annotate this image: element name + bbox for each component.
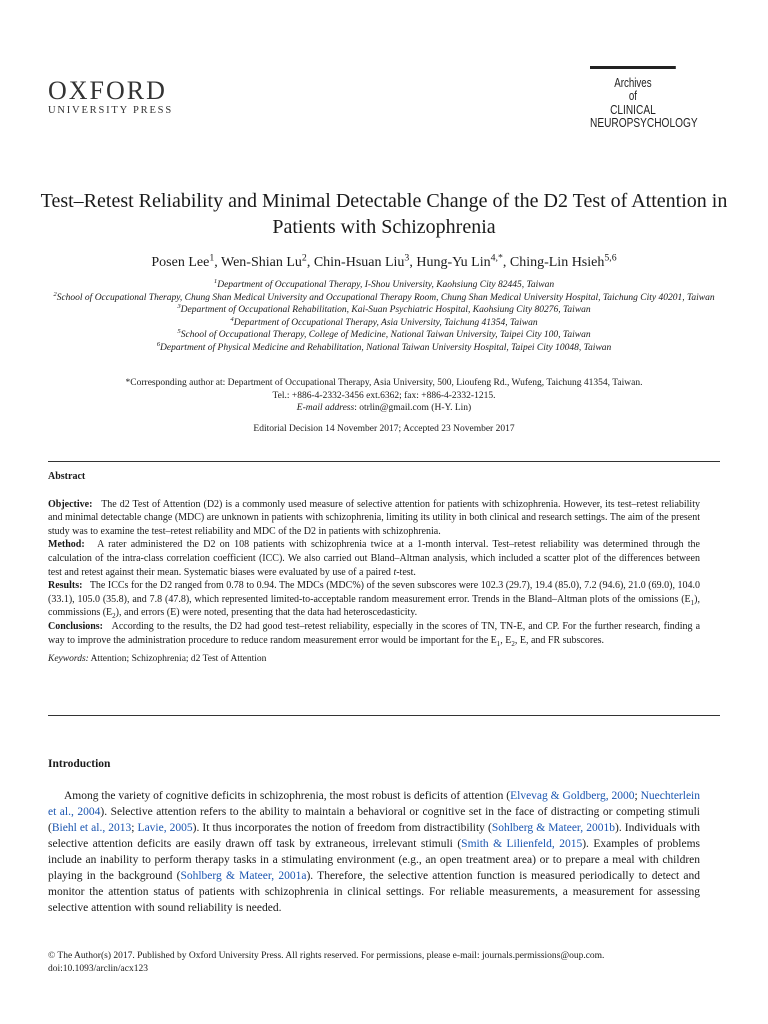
abstract-heading: Abstract [48, 471, 86, 482]
subscript: 1 [496, 639, 501, 648]
section-text: A rater administered the D2 on 108 patients with schizophrenia twice at a 1-month interval. Test–retest reliability was determined through the calculation of the intra-class correlation coefficient (ICC). We also carried out Bland–Altman analysis, which included a scatter plot of the differences between test and retest against their mean. Systematic biases were evaluated by use of a paired [48, 539, 700, 578]
affiliation-text: Department of Occupational Rehabilitation, Kai-Suan Psychiatric Hospital, Kaohsiung City 80276, Taiwan [180, 305, 591, 315]
citation-link[interactable]: Biehl et al., 2013 [51, 822, 132, 834]
editorial-decision: Editorial Decision 14 November 2017; Accepted 23 November 2017 [253, 424, 515, 434]
section-label: Results: [48, 580, 83, 592]
author-list [40, 254, 728, 272]
correspondence-email [48, 402, 720, 415]
paragraph-text: Among the variety of cognitive deficits in schizophrenia, the most robust is deficits of attention ( [64, 790, 511, 802]
citation-link[interactable]: Elvevag & Goldberg, 2000 [510, 790, 635, 802]
section-text: ), commissions (E [48, 593, 700, 619]
correspondence-address: *Corresponding author at: Department of Occupational Therapy, Asia University, 500, Lioufeng Rd., Wufeng, Taichung 41354, Taiwan. [125, 378, 643, 388]
section-label: Method: [48, 539, 85, 551]
journal-line: CLINICAL [610, 102, 656, 117]
affiliation-number: 4 [230, 315, 234, 323]
abstract-conclusions [48, 620, 700, 647]
divider [48, 715, 720, 716]
publisher-subtitle: UNIVERSITY PRESS [48, 105, 173, 116]
affiliations [48, 279, 720, 354]
subscript: 1 [690, 598, 695, 607]
subscript: 2 [511, 639, 515, 648]
publisher-name: OXFORD [48, 76, 167, 105]
author-name: Wen-Shian Lu [220, 255, 302, 270]
affiliation [48, 329, 720, 342]
paragraph-text: ). Individuals with selective attention deficits are easily drawn off task by extraneous, irrelevant stimuli ( [48, 822, 701, 850]
introduction-paragraph [48, 788, 700, 916]
divider [48, 461, 720, 462]
affiliation-number: 2 [53, 290, 57, 298]
author-affiliation-mark: 1 [209, 252, 215, 264]
introduction [48, 756, 700, 916]
section-text: ), and errors (E) were noted, presenting that the data had heteroscedasticity. [115, 607, 418, 619]
affiliation-text: School of Occupational Therapy, College of Medicine, National Taiwan University, Taipei City 100, Taiwan [180, 330, 591, 340]
author-name: Ching-Lin Hsieh [509, 255, 605, 270]
publisher-logo [48, 78, 173, 118]
author-affiliation-mark: 3 [404, 252, 410, 264]
affiliation-text: School of Occupational Therapy, Chung Shan Medical University and Occupational Therapy Room, Chung Shan Medical University Hospital, Taichung City 40201, Taiwan [56, 292, 715, 303]
article-title: Test–Retest Reliability and Minimal Detectable Change of the D2 Test of Attention in Patients with Schizophrenia [40, 190, 728, 238]
copyright-line: © The Author(s) 2017. Published by Oxford University Press. All rights reserved. For permissions, please e-mail: journals.permissions@oup.com. [48, 951, 605, 961]
affiliation-number: 3 [177, 302, 181, 310]
affiliation-text: Department of Occupational Therapy, Asia University, Taichung 41354, Taiwan [233, 317, 538, 328]
author-separator: , [306, 255, 314, 270]
doi-line: doi:10.1093/arclin/acx123 [48, 964, 148, 974]
affiliation-text: Department of Occupational Therapy, I-Shou University, Kaohsiung City 82445, Taiwan [217, 280, 555, 290]
correspondence-phone: Tel.: +886-4-2332-3456 ext.6362; fax: +886-4-2332-1215. [272, 390, 496, 401]
citation-link[interactable]: Nuechterlein et al., 2004 [48, 790, 700, 818]
citation-link[interactable]: Smith & Lilienfeld, 2015 [461, 838, 583, 850]
abstract [48, 470, 700, 667]
journal-line: NEUROPSYCHOLOGY [590, 115, 698, 130]
email-label: E-mail address [296, 403, 355, 413]
section-text: , E, and FR subscores. [514, 634, 605, 646]
author-name: Hung-Yu Lin [416, 255, 491, 270]
section-label: Objective: [48, 498, 93, 510]
email-value[interactable]: : otrlin@gmail.com (H-Y. Lin) [354, 403, 472, 413]
section-text: According to the results, the D2 had good test–retest reliability, especially in the scores of TN, TN-E, and CP. For the further research, finding a way to improve the administration procedure to reduce random measurement error would be important for the E [48, 620, 701, 646]
keywords [48, 653, 700, 667]
subscript: 2 [112, 612, 116, 621]
paragraph-text: ). Selective attention refers to the ability to maintain a behavioral or cognitive set in the face of distracting or competing stimuli ( [48, 806, 700, 834]
paragraph-text: ; [131, 822, 138, 834]
keywords-text: Attention; Schizophrenia; d2 Test of Attention [90, 654, 267, 665]
paragraph-text: ). Therefore, the selective attention function is measured periodically to detect and monitor the attention status of patients with schizophrenia in clinical settings. For reliable measurements, a measurement for assessing selective attention with sound reliability is needed. [48, 870, 700, 914]
author-affiliation-mark: 4,* [490, 252, 503, 264]
affiliation [48, 292, 720, 305]
paragraph-text: ). It thus incorporates the notion of freedom from distractibility ( [192, 822, 492, 834]
correspondence [48, 377, 720, 415]
footer [48, 950, 720, 976]
journal-line: of [628, 89, 637, 103]
author-name: Posen Lee [151, 255, 210, 270]
affiliation-number: 1 [213, 277, 218, 285]
paragraph-text: ). Examples of problems include an inability to perform therapy tasks in a stimulating environment (e.g., an open treatment area) or to prepare a meal with children playing in the background ( [48, 838, 701, 882]
affiliation-number: 6 [156, 340, 161, 348]
affiliation-number: 5 [177, 327, 181, 335]
affiliation [48, 304, 720, 317]
author-separator: , [409, 255, 417, 270]
journal-logo [590, 66, 698, 130]
section-text: The d2 Test of Attention (D2) is a commonly used measure of selective attention for patients with schizophrenia. However, its test–retest reliability and minimal detectable change (MDC) are unknown in patients with schizophrenia, limiting its utility in both clinical and research settings. The aim of the present study was to examine the test–retest reliability and MDC of the D2 in patients with schizophrenia. [48, 498, 700, 537]
author-separator: , [214, 255, 221, 270]
journal-line: Archives [614, 76, 652, 90]
keywords-label: Keywords: [48, 654, 89, 665]
section-text: The ICCs for the D2 ranged from 0.78 to 0.94. The MDCs (MDC%) of the seven subscores were 102.3 (29.7), 19.4 (85.0), 7.2 (94.6), 21.0 (69.0), 104.0 (33.1), 105.0 (35.8), and 7.8 (47.8), which represented limited-to-acceptable random measurement error. Trends in the Bland–Altman plots of the omissions (E [48, 580, 700, 605]
affiliation [48, 342, 720, 355]
affiliation-text: Department of Physical Medicine and Rehabilitation, National Taiwan University Hospital, Taipei City 10048, Taiwan [160, 342, 612, 353]
abstract-results [48, 579, 700, 620]
introduction-heading: Introduction [48, 758, 111, 770]
citation-link[interactable]: Lavie, 2005 [137, 822, 193, 834]
abstract-method [48, 538, 700, 579]
abstract-objective [48, 498, 700, 539]
citation-link[interactable]: Sohlberg & Mateer, 2001b [491, 822, 615, 834]
section-text: , E [500, 634, 512, 646]
author-name: Chin-Hsuan Liu [313, 255, 405, 270]
citation-link[interactable]: Sohlberg & Mateer, 2001a [180, 870, 307, 882]
author-separator: , [502, 255, 510, 270]
author-affiliation-mark: 5,6 [604, 252, 617, 264]
section-text: -test. [396, 566, 416, 578]
section-label: Conclusions: [48, 620, 104, 632]
section-text: t [393, 566, 397, 578]
author-affiliation-mark: 2 [301, 252, 307, 264]
affiliation [48, 317, 720, 330]
affiliation [48, 279, 720, 292]
paragraph-text: ; [634, 790, 641, 802]
